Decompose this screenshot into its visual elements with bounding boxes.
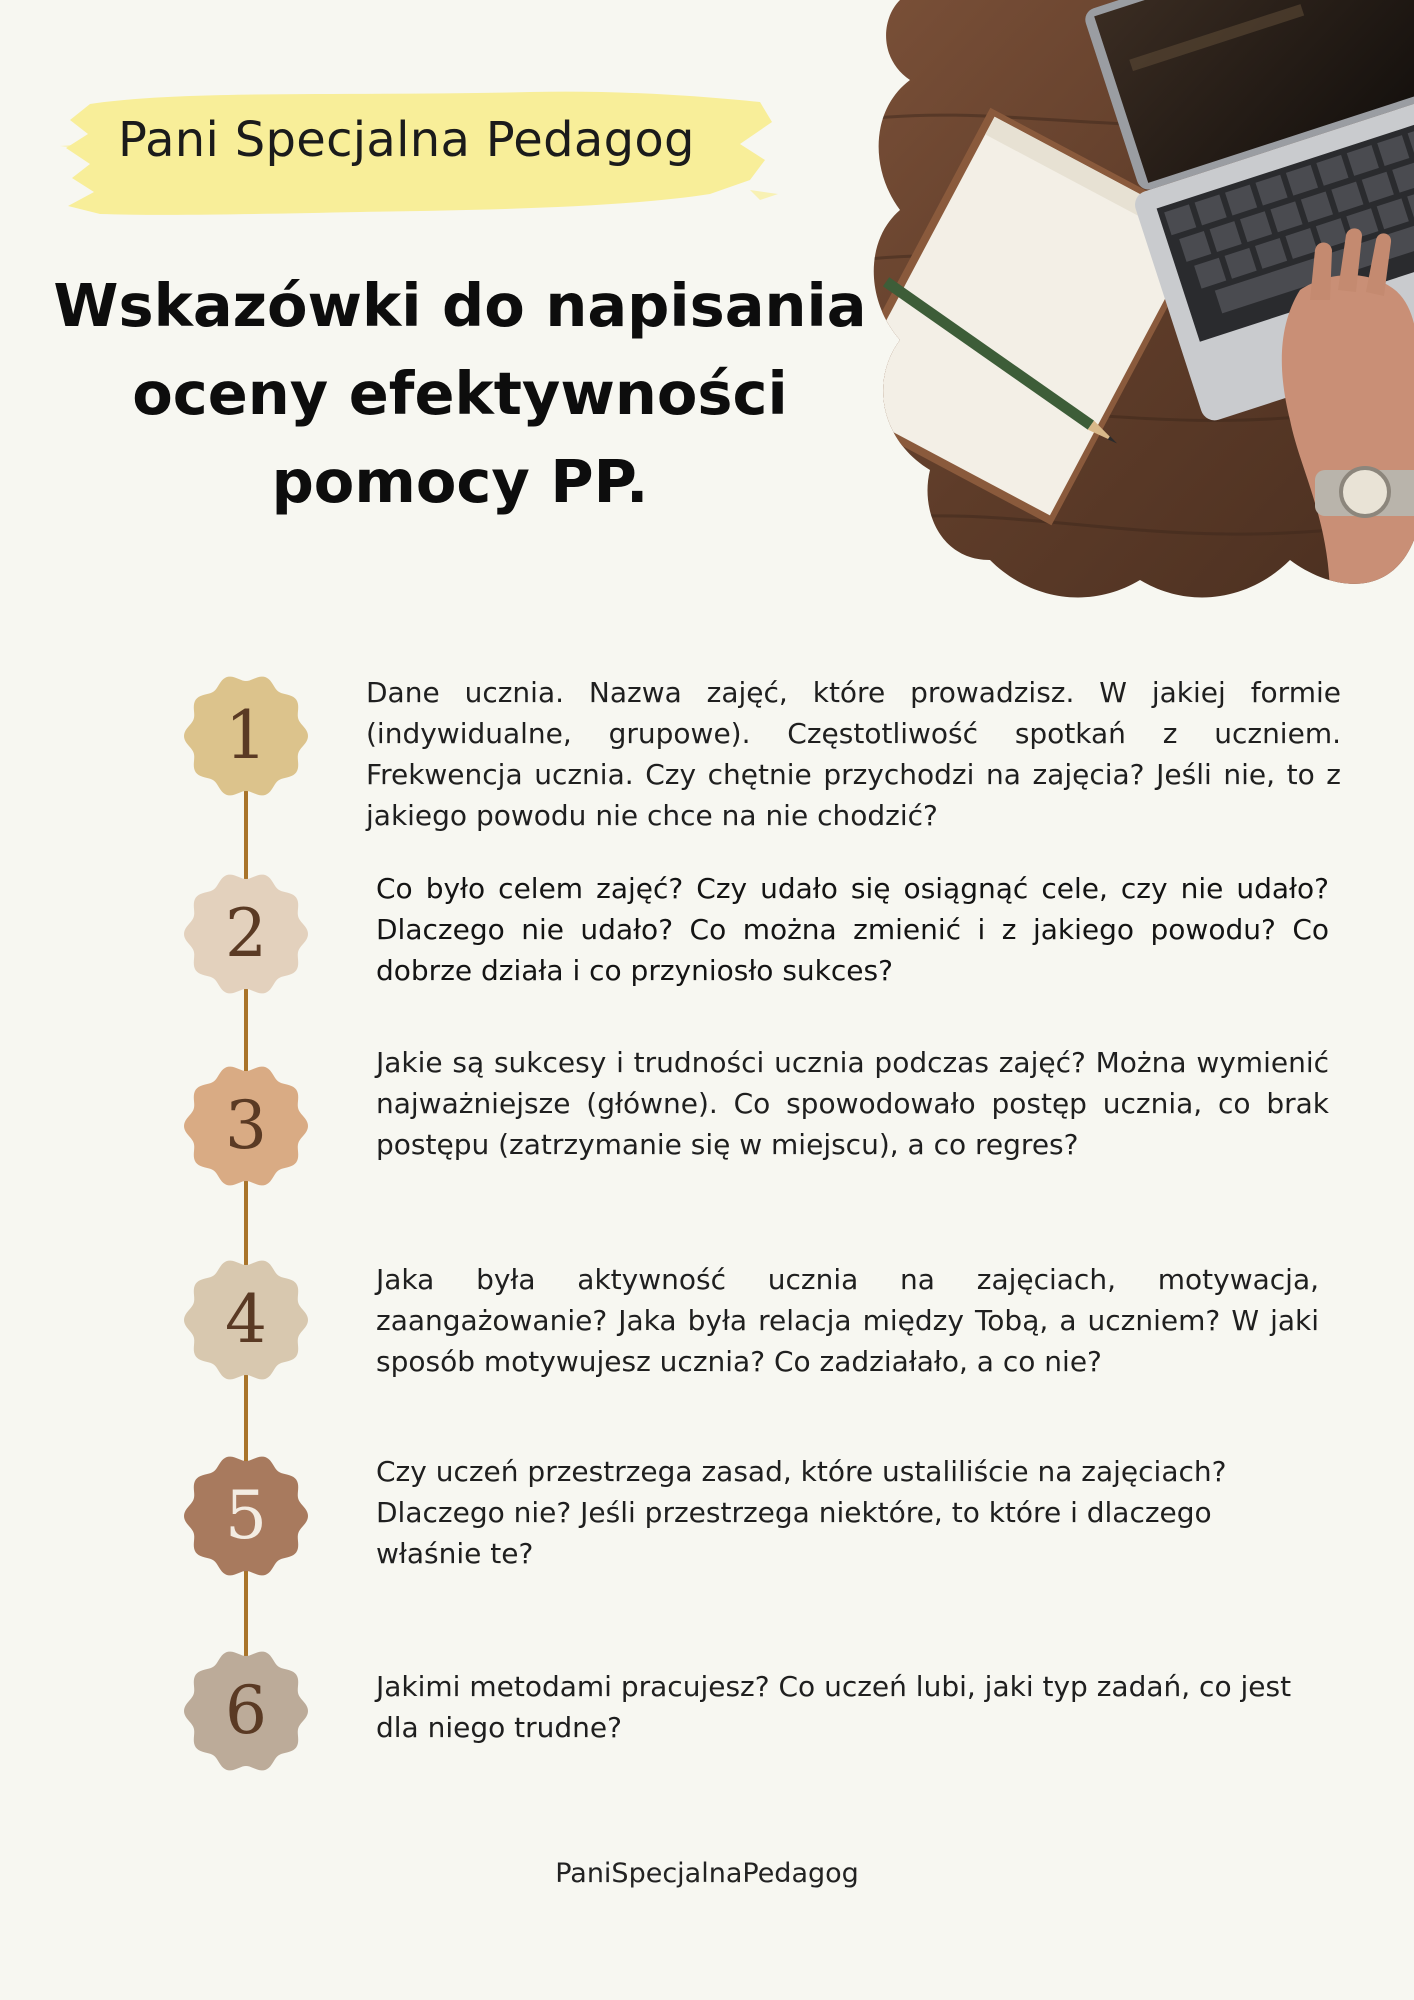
step-text-1: Dane ucznia. Nazwa zajęć, które prowadzisz. W jakiej formie (indywidualne, grupowe). Częstotliwość spotkań z uczniem. Frekwencja ucznia. Czy chętnie przychodzi na zajęcia? Jeśli nie, to z jakiego powodu nie chce na nie chodzić? [366, 676, 1341, 832]
step-badge-5 [182, 1452, 310, 1580]
step-badge-4 [182, 1256, 310, 1384]
footer-brand: PaniSpecjalnaPedagog [555, 1858, 859, 1889]
step-text-4: Jaka była aktywność ucznia na zajęciach, motywacja, zaangażowanie? Jaka była relacja między Tobą, a uczniem? W jaki sposób motywujesz ucznia? Co zadziałało, a co nie? [376, 1263, 1319, 1378]
step-number: 5 [225, 1477, 267, 1554]
step-number: 3 [225, 1087, 267, 1164]
title-line-2: oceny efektywności [132, 359, 788, 428]
step-text-2: Co było celem zajęć? Czy udało się osiągnąć cele, czy nie udało? Dlaczego nie udało? Co można zmienić i z jakiego powodu? Co dobrze działa i co przyniosło sukces? [376, 872, 1329, 987]
step-badge-3 [182, 1062, 310, 1190]
step-text-3: Jakie są sukcesy i trudności ucznia podczas zajęć? Można wymienić najważniejsze (główne). Co spowodowało postęp ucznia, co brak postępu (zatrzymanie się w miejscu), a co regres? [376, 1046, 1329, 1161]
step-number: 1 [225, 697, 267, 774]
step-number: 2 [225, 895, 267, 972]
laptop-notebook-photo [860, 0, 1414, 600]
step-badge-2 [182, 870, 310, 998]
page-title [30, 262, 890, 526]
step-number: 4 [225, 1281, 267, 1358]
step-badge-1 [182, 672, 310, 800]
brand-name: Pani Specjalna Pedagog [118, 112, 695, 168]
title-line-3: pomocy PP. [271, 447, 649, 516]
step-text-6: Jakimi metodami pracujesz? Co uczeń lubi, jaki typ zadań, co jest dla niego trudne? [376, 1670, 1292, 1744]
step-text-5: Czy uczeń przestrzega zasad, które ustaliliście na zajęciach? Dlaczego nie? Jeśli przestrzega niektóre, to które i dlaczego właśnie te? [376, 1455, 1227, 1570]
title-line-1: Wskazówki do napisania [53, 271, 867, 340]
step-badge-6 [182, 1647, 310, 1775]
step-number: 6 [225, 1672, 267, 1749]
